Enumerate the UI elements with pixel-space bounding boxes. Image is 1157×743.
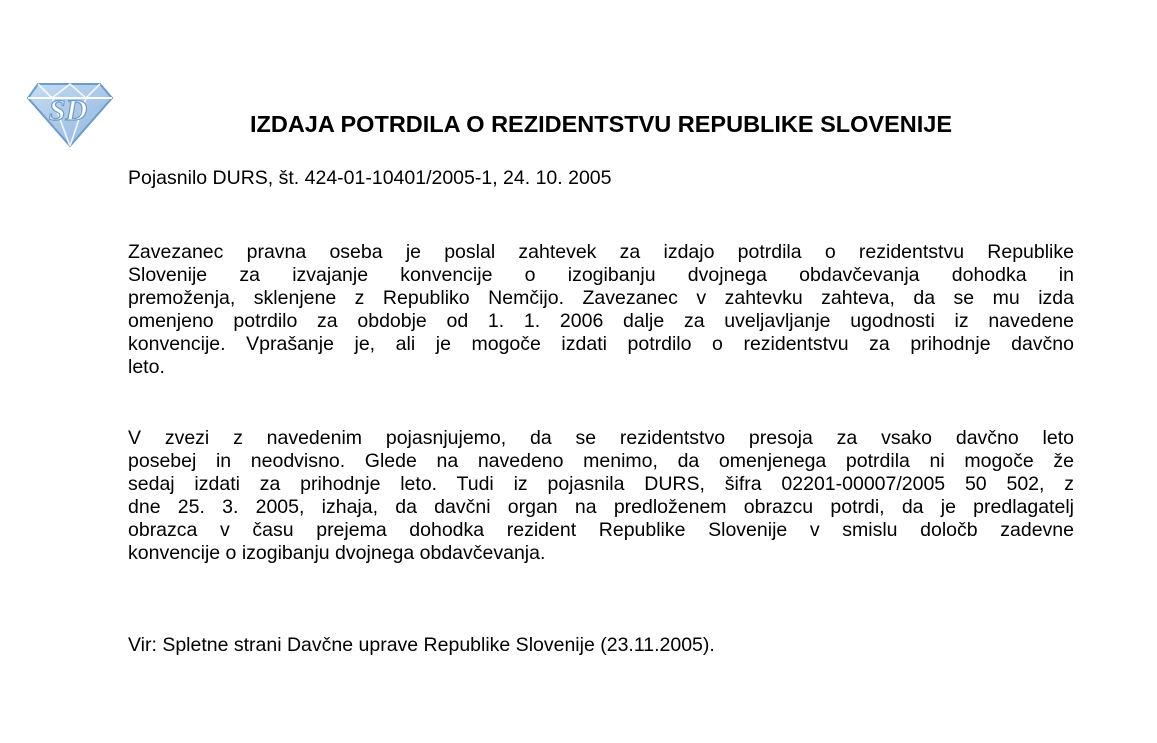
paragraph-line: posebej in neodvisno. Glede na navedeno menimo, da omenjenega potrdila ni mogoče že xyxy=(128,450,1074,473)
source-citation: Vir: Spletne strani Davčne uprave Republike Slovenije (23.11.2005). xyxy=(128,634,715,656)
paragraph-line: leto. xyxy=(128,356,165,379)
paragraph-line: konvencije. Vprašanje je, ali je mogoče izdati potrdilo o rezidentstvu za prihodnje davčno xyxy=(128,333,1074,356)
paragraph-line: omenjeno potrdilo za obdobje od 1. 1. 2006 dalje za uveljavljanje ugodnosti iz navedene xyxy=(128,310,1074,333)
paragraph-question xyxy=(128,241,1074,380)
paragraph-line: Slovenije za izvajanje konvencije o izogibanju dvojnega obdavčevanja dohodka in xyxy=(128,264,1074,287)
paragraph-line: premoženja, sklenjene z Republiko Nemčijo. Zavezanec v zahtevku zahteva, da se mu izda xyxy=(128,287,1074,310)
paragraph-line: Zavezanec pravna oseba je poslal zahtevek za izdajo potrdila o rezidentstvu Republike xyxy=(128,241,1074,263)
paragraph-line: dne 25. 3. 2005, izhaja, da davčni organ na predloženem obrazcu potrdi, da je predlagatelj xyxy=(128,496,1074,519)
page-title: IZDAJA POTRDILA O REZIDENTSTVU REPUBLIKE SLOVENIJE xyxy=(249,111,953,137)
paragraph-line: konvencije o izogibanju dvojnega obdavčevanja. xyxy=(128,542,546,565)
document-reference: Pojasnilo DURS, št. 424-01-10401/2005-1, 24. 10. 2005 xyxy=(128,167,612,189)
paragraph-line: V zvezi z navedenim pojasnjujemo, da se rezidentstvo presoja za vsako davčno leto xyxy=(128,427,1074,449)
paragraph-line: sedaj izdati za prihodnje leto. Tudi iz pojasnila DURS, šifra 02201-00007/2005 50 502, z xyxy=(128,473,1074,496)
paragraph-answer xyxy=(128,427,1074,566)
paragraph-line: obrazca v času prejema dohodka rezident Republike Slovenije v smislu določb zadevne xyxy=(128,519,1074,542)
durs-diamond-logo-icon xyxy=(24,74,114,150)
logo-lettering: SD xyxy=(48,94,88,127)
